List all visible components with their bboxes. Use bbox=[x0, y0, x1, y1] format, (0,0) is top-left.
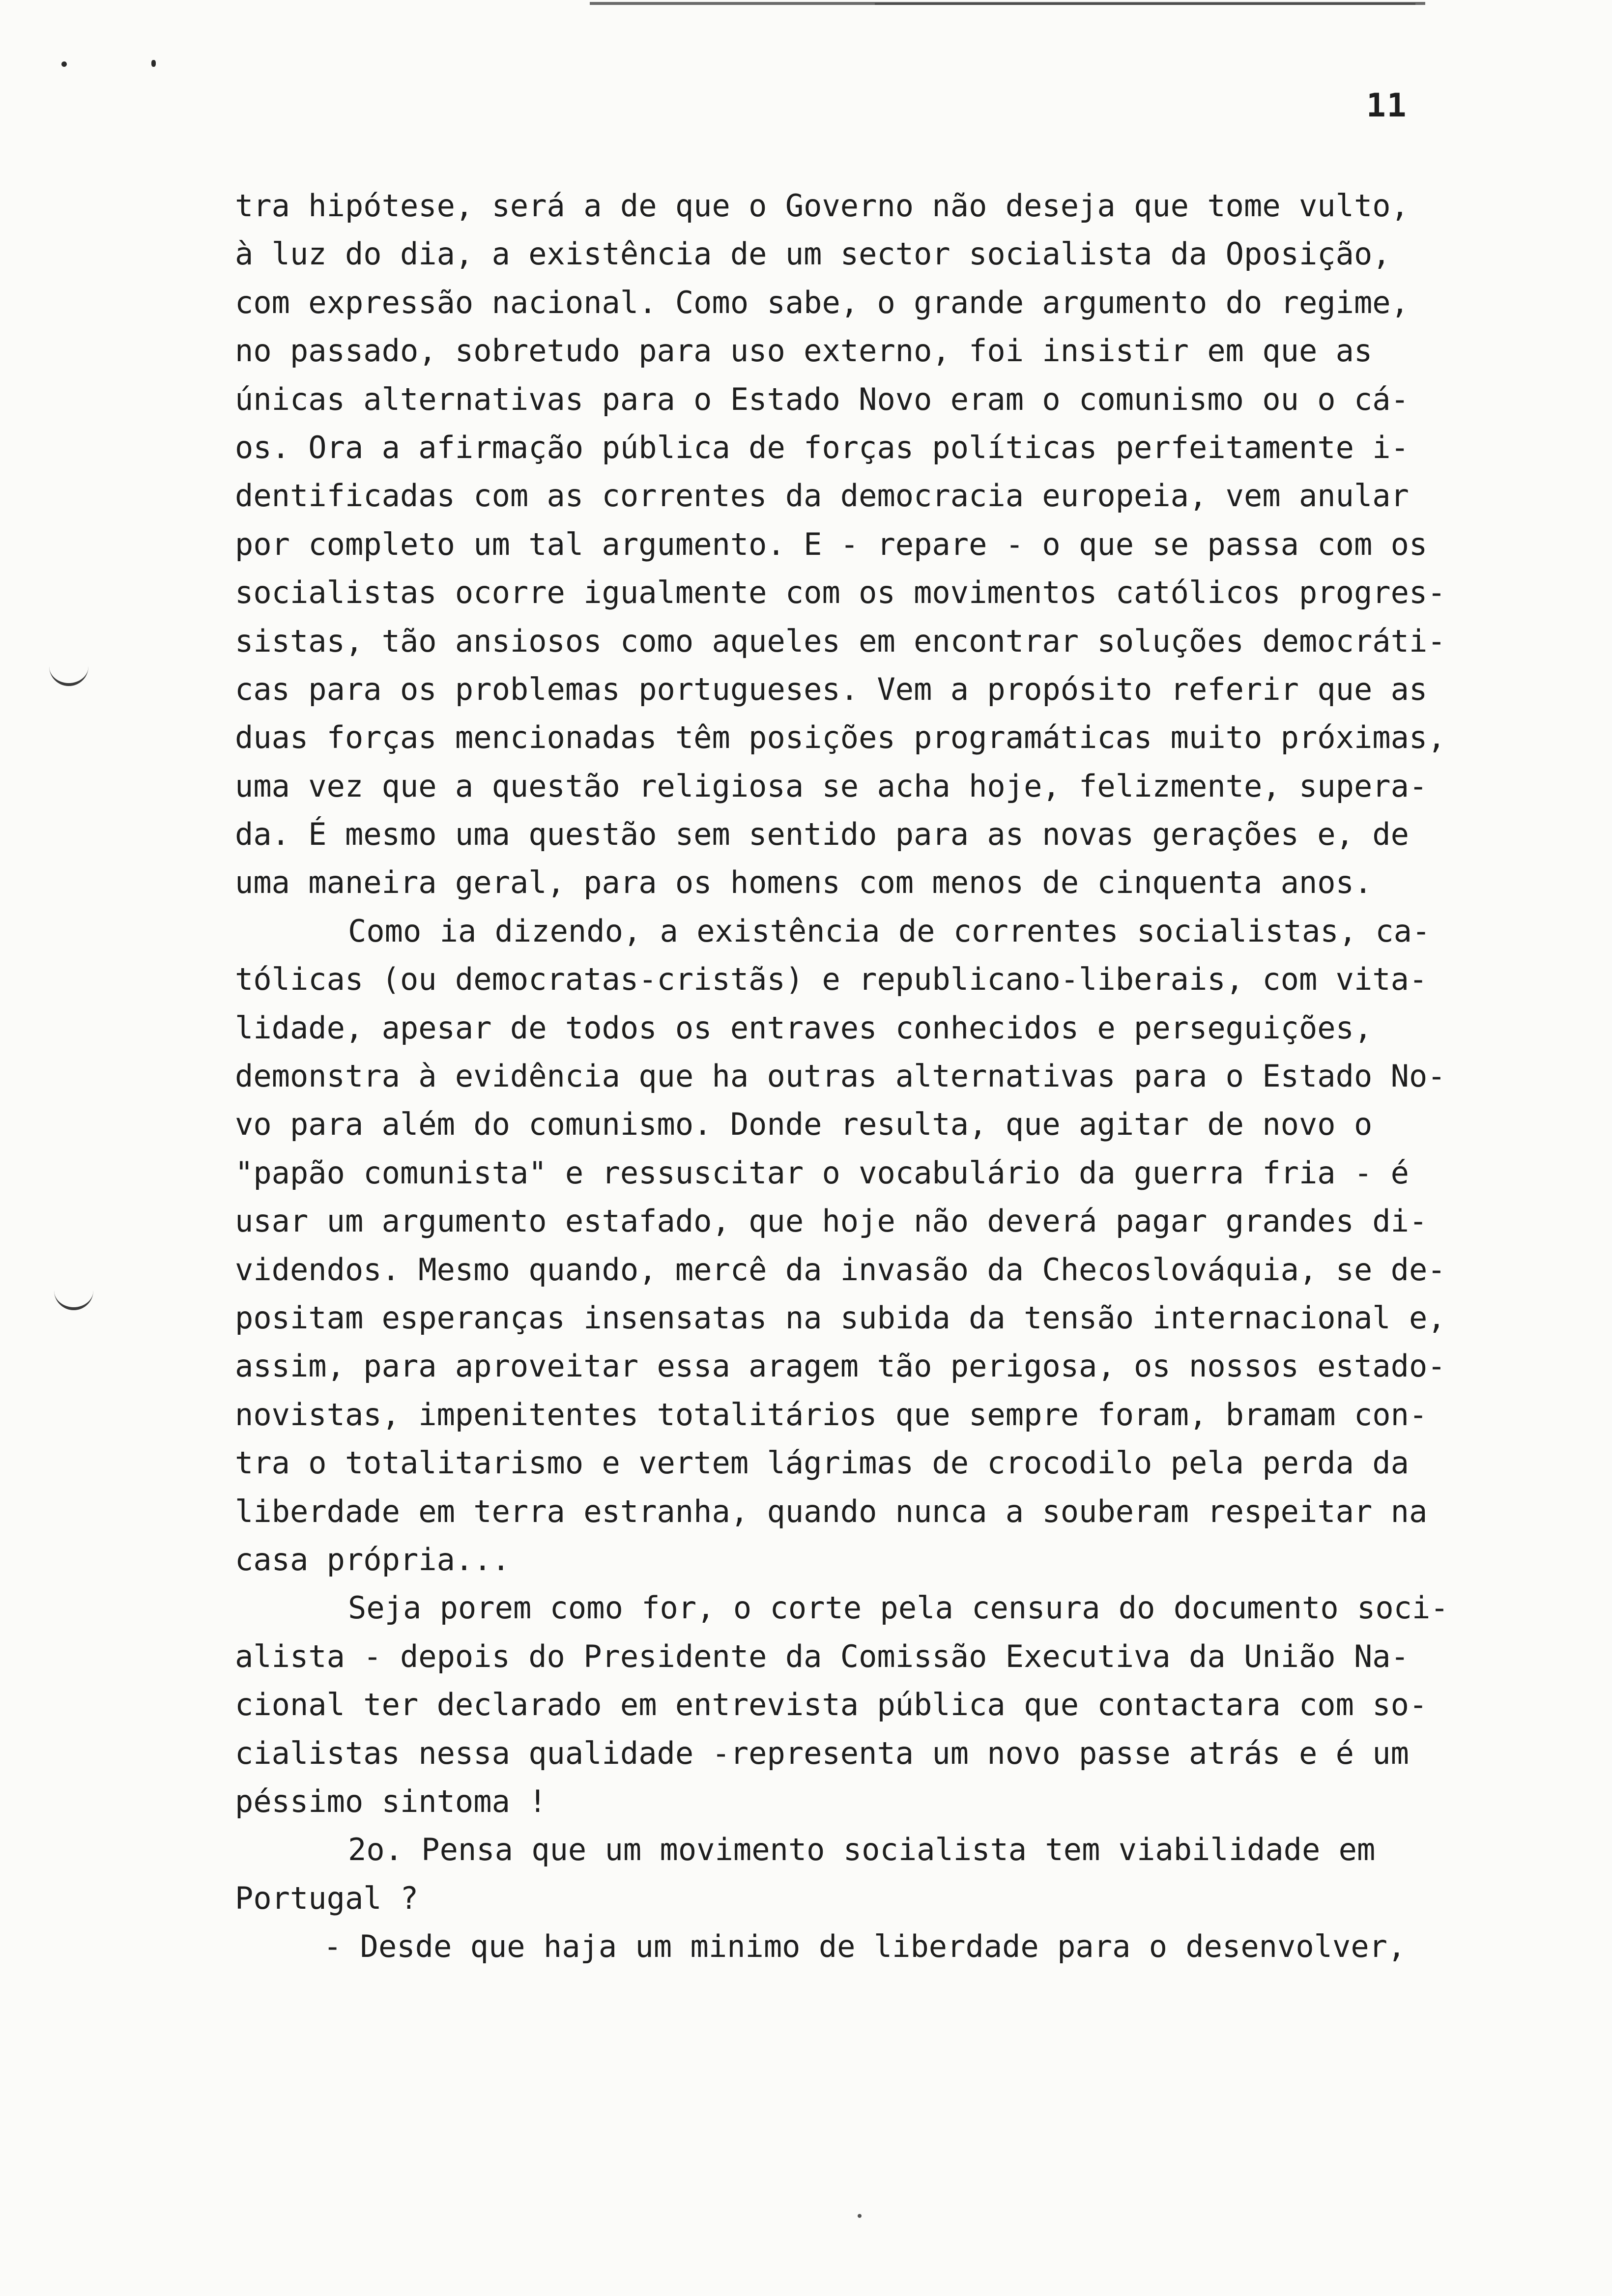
text-line: lidade, apesar de todos os entraves conhecidos e perseguições, bbox=[235, 1009, 1373, 1046]
text-line: cas para os problemas portugueses. Vem a propósito referir que as bbox=[235, 671, 1428, 707]
text-line: assim, para aproveitar essa aragem tão perigosa, os nossos estado- bbox=[235, 1348, 1446, 1384]
text-line: no passado, sobretudo para uso externo, foi insistir em que as bbox=[235, 333, 1373, 369]
text-line: vo para além do comunismo. Donde resulta, que agitar de novo o bbox=[235, 1106, 1373, 1143]
page-number: 11 bbox=[1366, 86, 1408, 124]
text-line: da. É mesmo uma questão sem sentido para as novas gerações e, de bbox=[235, 816, 1409, 853]
text-line: cional ter declarado em entrevista pública que contactara com so- bbox=[235, 1687, 1428, 1723]
text-line: péssimo sintoma ! bbox=[235, 1783, 547, 1819]
text-line: com expressão nacional. Como sabe, o grande argumento do regime, bbox=[235, 284, 1409, 320]
text-line: casa própria... bbox=[235, 1541, 510, 1578]
text-line: tólicas (ou democratas-cristãs) e republicano-liberais, com vita- bbox=[235, 961, 1428, 998]
text-line: tra hipótese, será a de que o Governo não deseja que tome vulto, bbox=[235, 188, 1409, 224]
answer-line: - Desde que haja um minimo de liberdade para o desenvolver, bbox=[323, 1928, 1406, 1965]
text-line: "papão comunista" e ressuscitar o vocabulário da guerra fria - é bbox=[235, 1154, 1409, 1191]
text-line: tra o totalitarismo e vertem lágrimas de crocodilo pela perda da bbox=[235, 1445, 1409, 1481]
text-line: à luz do dia, a existência de um sector socialista da Oposição, bbox=[235, 236, 1391, 272]
text-line: liberdade em terra estranha, quando nunca a souberam respeitar na bbox=[235, 1493, 1428, 1529]
text-line: demonstra à evidência que ha outras alternativas para o Estado No- bbox=[235, 1058, 1446, 1094]
document-body bbox=[235, 182, 1552, 1971]
text-line: os. Ora a afirmação pública de forças políticas perfeitamente i- bbox=[235, 429, 1409, 465]
text-line: alista - depois do Presidente da Comissão Executiva da União Na- bbox=[235, 1638, 1409, 1674]
text-line: uma maneira geral, para os homens com menos de cinquenta anos. bbox=[235, 864, 1373, 901]
question-line: Portugal ? bbox=[235, 1880, 419, 1916]
text-line: cialistas nessa qualidade -representa um novo passe atrás e é um bbox=[235, 1735, 1409, 1771]
top-edge-rule-secondary bbox=[875, 3, 1415, 5]
margin-punch-mark bbox=[54, 1288, 93, 1310]
text-line: por completo um tal argumento. E - repare - o que se passa com os bbox=[235, 526, 1428, 562]
text-line: sistas, tão ansiosos como aqueles em encontrar soluções democráti- bbox=[235, 623, 1446, 659]
text-line: dentificadas com as correntes da democracia europeia, vem anular bbox=[235, 478, 1409, 514]
text-line: usar um argumento estafado, que hoje não deverá pagar grandes di- bbox=[235, 1203, 1428, 1239]
paragraph-first-line: Seja porem como for, o corte pela censura do documento soci- bbox=[348, 1590, 1449, 1626]
ink-speck bbox=[61, 61, 67, 67]
ink-speck bbox=[858, 2214, 862, 2218]
paragraph-first-line: Como ia dizendo, a existência de correntes socialistas, ca- bbox=[348, 913, 1431, 949]
text-line: novistas, impenitentes totalitários que sempre foram, bramam con- bbox=[235, 1396, 1428, 1433]
text-line: positam esperanças insensatas na subida da tensão internacional e, bbox=[235, 1299, 1446, 1336]
text-line: uma vez que a questão religiosa se acha hoje, felizmente, supera- bbox=[235, 768, 1428, 804]
text-line: únicas alternativas para o Estado Novo eram o comunismo ou o cá- bbox=[235, 381, 1409, 417]
text-line: socialistas ocorre igualmente com os movimentos católicos progres- bbox=[235, 574, 1446, 611]
margin-punch-mark bbox=[49, 663, 88, 686]
text-line: videndos. Mesmo quando, mercê da invasão da Checoslováquia, se de- bbox=[235, 1251, 1446, 1288]
question-line: 2o. Pensa que um movimento socialista tem viabilidade em bbox=[348, 1832, 1376, 1868]
ink-speck bbox=[151, 60, 156, 67]
text-line: duas forças mencionadas têm posições programáticas muito próximas, bbox=[235, 719, 1446, 756]
